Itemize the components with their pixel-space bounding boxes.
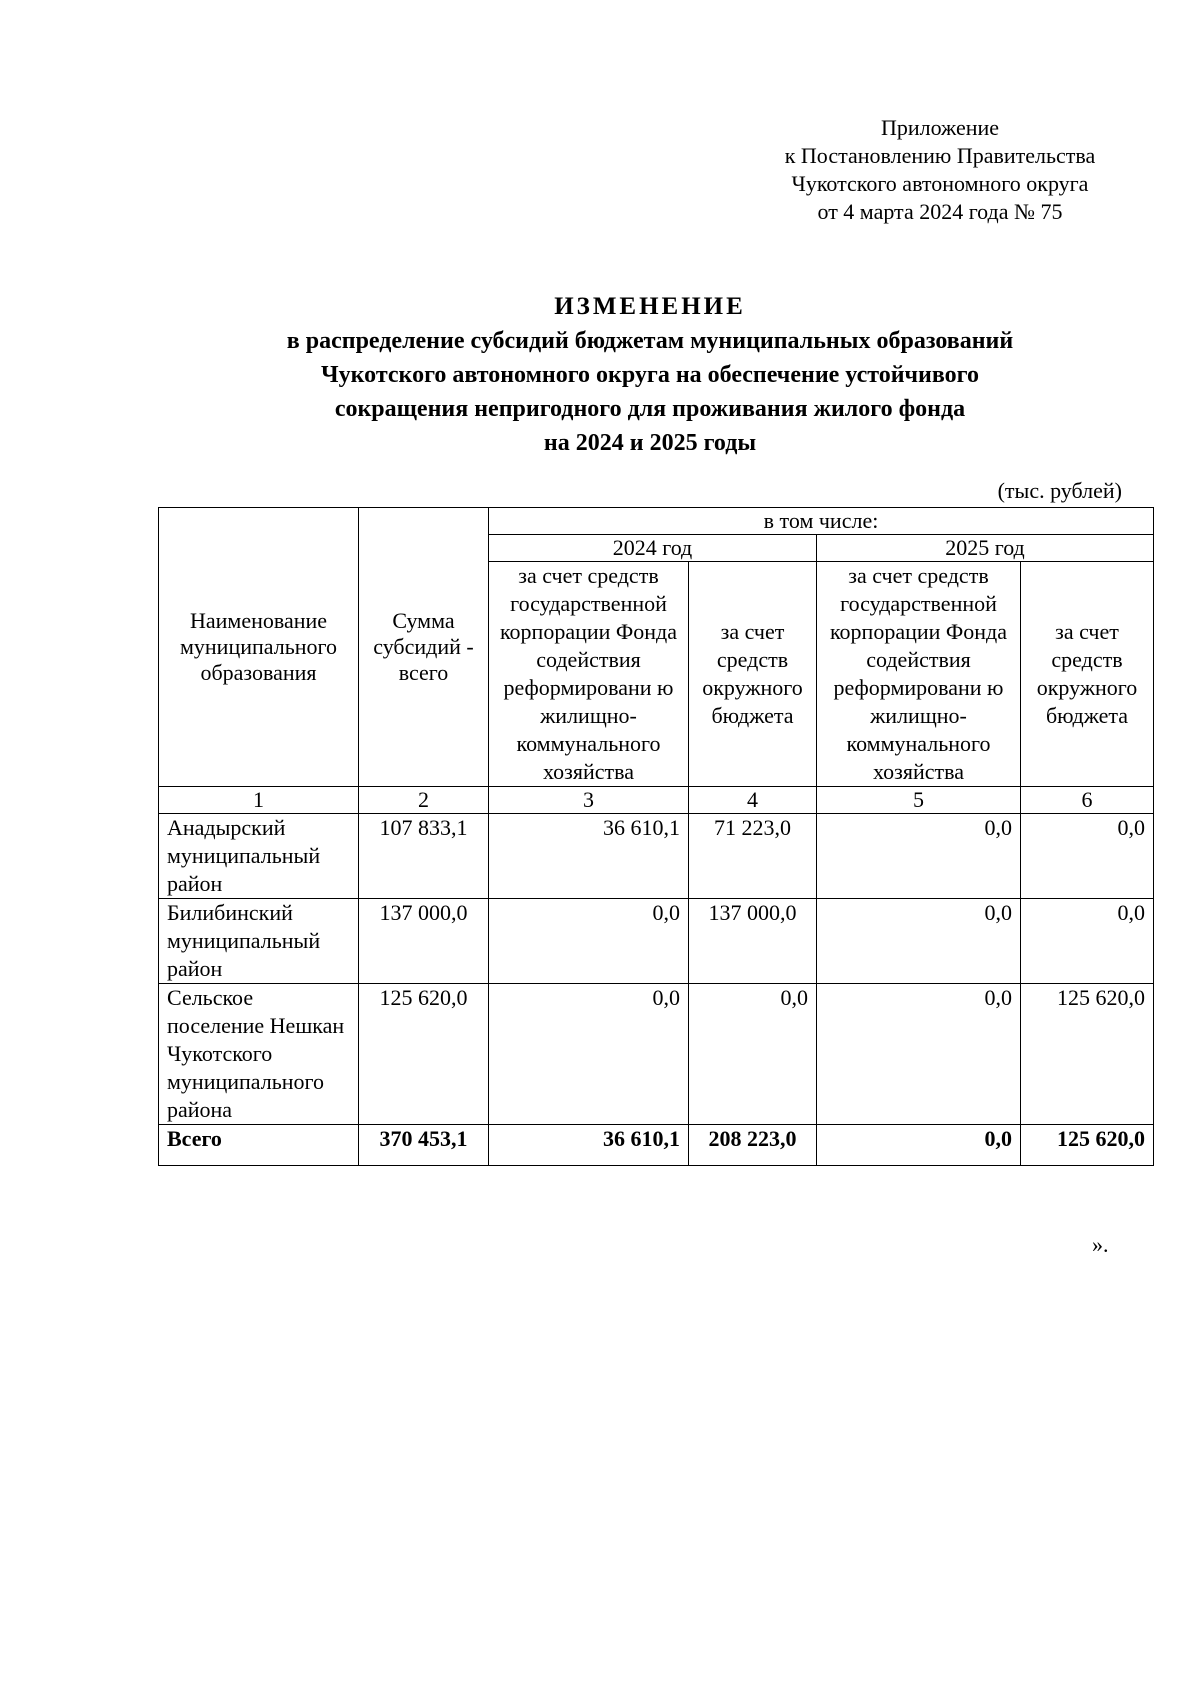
column-number: 1	[159, 787, 359, 814]
row-district-2025: 0,0	[1021, 814, 1154, 899]
total-district-2024: 208 223,0	[689, 1125, 817, 1166]
row-district-2025: 0,0	[1021, 899, 1154, 984]
row-total: 125 620,0	[359, 984, 489, 1125]
title-main: ИЗМЕНЕНИЕ	[554, 293, 746, 320]
subsidy-table	[158, 507, 1154, 1166]
total-row	[159, 1125, 1154, 1166]
appendix-line-1: Приложение	[880, 115, 1000, 140]
units-label: (тыс. рублей)	[997, 478, 1122, 503]
row-name: Билибинский муниципальный район	[159, 899, 359, 984]
column-number: 4	[689, 787, 817, 814]
row-fund-2025: 0,0	[817, 984, 1021, 1125]
total-sum: 370 453,1	[359, 1125, 489, 1166]
row-district-2024: 137 000,0	[689, 899, 817, 984]
total-label: Всего	[159, 1125, 359, 1166]
appendix-line-4: от 4 марта 2024 года № 75	[817, 199, 1063, 224]
document-title	[100, 290, 1200, 460]
appendix-block	[740, 114, 1140, 226]
row-name: Анадырский муниципальный район	[159, 814, 359, 899]
row-fund-2024: 0,0	[489, 984, 689, 1125]
column-number: 5	[817, 787, 1021, 814]
header-year-2024: 2024 год	[489, 535, 817, 562]
header-district-2025: за счет средств окружного бюджета	[1021, 562, 1154, 787]
column-number: 6	[1021, 787, 1154, 814]
row-fund-2024: 36 610,1	[489, 814, 689, 899]
row-district-2024: 0,0	[689, 984, 817, 1125]
header-including: в том числе:	[489, 508, 1154, 535]
total-fund-2025: 0,0	[817, 1125, 1021, 1166]
title-line-3: сокращения непригодного для проживания жилого фонда	[334, 396, 966, 422]
appendix-line-3: Чукотского автономного округа	[791, 171, 1089, 196]
header-total: Сумма субсидий - всего	[359, 508, 489, 787]
row-fund-2025: 0,0	[817, 899, 1021, 984]
row-district-2025: 125 620,0	[1021, 984, 1154, 1125]
row-fund-2025: 0,0	[817, 814, 1021, 899]
column-number: 3	[489, 787, 689, 814]
header-fund-2024: за счет средств государственной корпорации Фонда содействия реформировани ю жилищно-коммунального хозяйства	[489, 562, 689, 787]
header-fund-2025: за счет средств государственной корпорации Фонда содействия реформировани ю жилищно-коммунального хозяйства	[817, 562, 1021, 787]
table-row	[159, 814, 1154, 899]
appendix-line-2: к Постановлению Правительства	[784, 143, 1096, 168]
table-row	[159, 899, 1154, 984]
header-name: Наименование муниципального образования	[159, 508, 359, 787]
title-line-2: Чукотского автономного округа на обеспечение устойчивого	[321, 362, 979, 388]
column-number: 2	[359, 787, 489, 814]
title-line-4: на 2024 и 2025 годы	[543, 430, 757, 456]
header-district-2024: за счет средств окружного бюджета	[689, 562, 817, 787]
total-district-2025: 125 620,0	[1021, 1125, 1154, 1166]
column-numbers-row	[159, 787, 1154, 814]
row-district-2024: 71 223,0	[689, 814, 817, 899]
row-fund-2024: 0,0	[489, 899, 689, 984]
table-row	[159, 984, 1154, 1125]
row-total: 137 000,0	[359, 899, 489, 984]
closing-quote: ».	[1092, 1232, 1109, 1257]
title-line-1: в распределение субсидий бюджетам муниципальных образований	[286, 328, 1014, 354]
total-fund-2024: 36 610,1	[489, 1125, 689, 1166]
row-name: Сельское поселение Нешкан Чукотского муниципального района	[159, 984, 359, 1125]
row-total: 107 833,1	[359, 814, 489, 899]
header-year-2025: 2025 год	[817, 535, 1154, 562]
